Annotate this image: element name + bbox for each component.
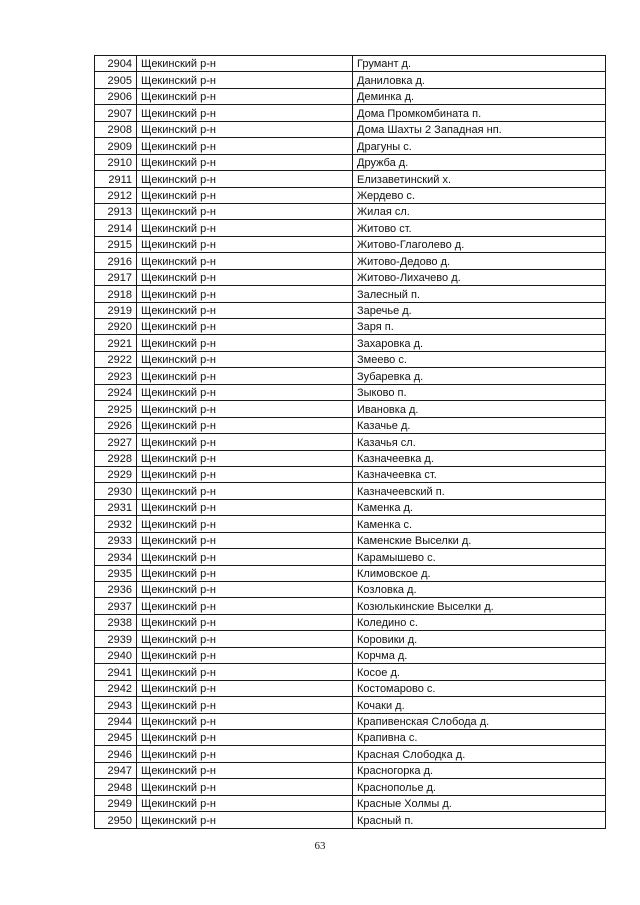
- table-row: [95, 812, 606, 828]
- table-row: [95, 335, 606, 351]
- table-row: [95, 466, 606, 482]
- row-number-cell: 2939: [95, 631, 137, 647]
- table-row: [95, 697, 606, 713]
- table-row: [95, 647, 606, 663]
- row-number-cell: 2928: [95, 450, 137, 466]
- district-cell: Щекинский р-н: [137, 680, 353, 696]
- district-cell: Щекинский р-н: [137, 417, 353, 433]
- district-cell: Щекинский р-н: [137, 483, 353, 499]
- settlement-cell: Красный п.: [353, 812, 606, 828]
- district-cell: Щекинский р-н: [137, 697, 353, 713]
- row-number-cell: 2926: [95, 417, 137, 433]
- row-number-cell: 2936: [95, 582, 137, 598]
- district-cell: Щекинский р-н: [137, 549, 353, 565]
- row-number-cell: 2941: [95, 664, 137, 680]
- table-row: [95, 532, 606, 548]
- row-number-cell: 2940: [95, 647, 137, 663]
- district-cell: Щекинский р-н: [137, 499, 353, 515]
- table-row: [95, 664, 606, 680]
- settlement-cell: Климовское д.: [353, 565, 606, 581]
- table-row: [95, 516, 606, 532]
- table-row: [95, 549, 606, 565]
- table-row: [95, 795, 606, 811]
- table-row: [95, 269, 606, 285]
- settlement-cell: Казначеевка ст.: [353, 466, 606, 482]
- district-cell: Щекинский р-н: [137, 88, 353, 104]
- table-row: [95, 236, 606, 252]
- settlement-cell: Красногорка д.: [353, 762, 606, 778]
- district-cell: Щекинский р-н: [137, 795, 353, 811]
- settlement-cell: Жердево с.: [353, 187, 606, 203]
- table-row: [95, 582, 606, 598]
- page-number: 63: [314, 840, 326, 852]
- district-cell: Щекинский р-н: [137, 516, 353, 532]
- district-cell: Щекинский р-н: [137, 56, 353, 72]
- settlement-cell: Козловка д.: [353, 582, 606, 598]
- row-number-cell: 2927: [95, 434, 137, 450]
- row-number-cell: 2906: [95, 88, 137, 104]
- settlement-cell: Казачья сл.: [353, 434, 606, 450]
- district-cell: Щекинский р-н: [137, 532, 353, 548]
- row-number-cell: 2923: [95, 368, 137, 384]
- table-row: [95, 762, 606, 778]
- table-row: [95, 483, 606, 499]
- settlement-cell: Житово-Глаголево д.: [353, 236, 606, 252]
- table-row: [95, 417, 606, 433]
- district-cell: Щекинский р-н: [137, 713, 353, 729]
- settlement-cell: Каменка д.: [353, 499, 606, 515]
- settlement-cell: Карамышево с.: [353, 549, 606, 565]
- table-body: [95, 56, 606, 829]
- settlement-cell: Корчма д.: [353, 647, 606, 663]
- settlement-cell: Житово-Лихачево д.: [353, 269, 606, 285]
- settlement-cell: Заря п.: [353, 319, 606, 335]
- row-number-cell: 2933: [95, 532, 137, 548]
- table-row: [95, 779, 606, 795]
- row-number-cell: 2948: [95, 779, 137, 795]
- settlement-cell: Даниловка д.: [353, 72, 606, 88]
- settlement-cell: Крапивенская Слобода д.: [353, 713, 606, 729]
- district-cell: Щекинский р-н: [137, 384, 353, 400]
- settlement-cell: Змеево с.: [353, 351, 606, 367]
- district-cell: Щекинский р-н: [137, 236, 353, 252]
- settlement-cell: Красные Холмы д.: [353, 795, 606, 811]
- row-number-cell: 2947: [95, 762, 137, 778]
- table-row: [95, 401, 606, 417]
- row-number-cell: 2915: [95, 236, 137, 252]
- district-cell: Щекинский р-н: [137, 121, 353, 137]
- row-number-cell: 2913: [95, 203, 137, 219]
- settlement-cell: Каменские Выселки д.: [353, 532, 606, 548]
- row-number-cell: 2921: [95, 335, 137, 351]
- settlement-cell: Косое д.: [353, 664, 606, 680]
- table-row: [95, 203, 606, 219]
- table-row: [95, 434, 606, 450]
- row-number-cell: 2925: [95, 401, 137, 417]
- district-cell: Щекинский р-н: [137, 631, 353, 647]
- district-cell: Щекинский р-н: [137, 762, 353, 778]
- settlement-cell: Елизаветинский х.: [353, 171, 606, 187]
- row-number-cell: 2907: [95, 105, 137, 121]
- table-row: [95, 631, 606, 647]
- settlement-cell: Коледино с.: [353, 614, 606, 630]
- district-cell: Щекинский р-н: [137, 335, 353, 351]
- row-number-cell: 2944: [95, 713, 137, 729]
- district-cell: Щекинский р-н: [137, 450, 353, 466]
- district-cell: Щекинский р-н: [137, 598, 353, 614]
- settlement-cell: Коровики д.: [353, 631, 606, 647]
- district-cell: Щекинский р-н: [137, 664, 353, 680]
- row-number-cell: 2934: [95, 549, 137, 565]
- row-number-cell: 2917: [95, 269, 137, 285]
- settlement-cell: Зыково п.: [353, 384, 606, 400]
- row-number-cell: 2919: [95, 302, 137, 318]
- row-number-cell: 2942: [95, 680, 137, 696]
- row-number-cell: 2937: [95, 598, 137, 614]
- district-cell: Щекинский р-н: [137, 565, 353, 581]
- table-row: [95, 72, 606, 88]
- table-row: [95, 171, 606, 187]
- district-cell: Щекинский р-н: [137, 746, 353, 762]
- table-row: [95, 746, 606, 762]
- district-cell: Щекинский р-н: [137, 779, 353, 795]
- settlement-cell: Житово-Дедово д.: [353, 253, 606, 269]
- settlement-cell: Драгуны с.: [353, 138, 606, 154]
- district-cell: Щекинский р-н: [137, 253, 353, 269]
- row-number-cell: 2905: [95, 72, 137, 88]
- row-number-cell: 2910: [95, 154, 137, 170]
- settlement-cell: Грумант д.: [353, 56, 606, 72]
- settlement-cell: Дома Шахты 2 Западная нп.: [353, 121, 606, 137]
- district-cell: Щекинский р-н: [137, 351, 353, 367]
- settlement-cell: Деминка д.: [353, 88, 606, 104]
- table-row: [95, 499, 606, 515]
- district-cell: Щекинский р-н: [137, 171, 353, 187]
- district-cell: Щекинский р-н: [137, 302, 353, 318]
- district-cell: Щекинский р-н: [137, 203, 353, 219]
- district-cell: Щекинский р-н: [137, 614, 353, 630]
- table-row: [95, 680, 606, 696]
- table-row: [95, 88, 606, 104]
- table-row: [95, 319, 606, 335]
- row-number-cell: 2931: [95, 499, 137, 515]
- settlement-cell: Красная Слободка д.: [353, 746, 606, 762]
- table-row: [95, 351, 606, 367]
- row-number-cell: 2904: [95, 56, 137, 72]
- district-cell: Щекинский р-н: [137, 187, 353, 203]
- settlement-cell: Казачье д.: [353, 417, 606, 433]
- settlement-cell: Жилая сл.: [353, 203, 606, 219]
- settlement-cell: Крапивна с.: [353, 729, 606, 745]
- row-number-cell: 2932: [95, 516, 137, 532]
- row-number-cell: 2943: [95, 697, 137, 713]
- district-cell: Щекинский р-н: [137, 812, 353, 828]
- settlement-cell: Житово ст.: [353, 220, 606, 236]
- row-number-cell: 2945: [95, 729, 137, 745]
- table-row: [95, 56, 606, 72]
- district-cell: Щекинский р-н: [137, 105, 353, 121]
- settlement-cell: Ивановка д.: [353, 401, 606, 417]
- table-row: [95, 154, 606, 170]
- settlement-cell: Захаровка д.: [353, 335, 606, 351]
- row-number-cell: 2911: [95, 171, 137, 187]
- district-cell: Щекинский р-н: [137, 729, 353, 745]
- district-cell: Щекинский р-н: [137, 286, 353, 302]
- row-number-cell: 2912: [95, 187, 137, 203]
- settlement-cell: Козюлькинские Выселки д.: [353, 598, 606, 614]
- row-number-cell: 2938: [95, 614, 137, 630]
- row-number-cell: 2916: [95, 253, 137, 269]
- row-number-cell: 2924: [95, 384, 137, 400]
- row-number-cell: 2950: [95, 812, 137, 828]
- table-row: [95, 302, 606, 318]
- settlement-cell: Костомарово с.: [353, 680, 606, 696]
- row-number-cell: 2946: [95, 746, 137, 762]
- row-number-cell: 2929: [95, 466, 137, 482]
- settlement-cell: Заречье д.: [353, 302, 606, 318]
- table-row: [95, 713, 606, 729]
- settlement-cell: Краснополье д.: [353, 779, 606, 795]
- row-number-cell: 2922: [95, 351, 137, 367]
- row-number-cell: 2908: [95, 121, 137, 137]
- district-cell: Щекинский р-н: [137, 466, 353, 482]
- district-cell: Щекинский р-н: [137, 368, 353, 384]
- settlement-cell: Казначеевка д.: [353, 450, 606, 466]
- table-row: [95, 105, 606, 121]
- settlement-cell: Каменка с.: [353, 516, 606, 532]
- row-number-cell: 2918: [95, 286, 137, 302]
- district-cell: Щекинский р-н: [137, 154, 353, 170]
- table-row: [95, 253, 606, 269]
- district-cell: Щекинский р-н: [137, 401, 353, 417]
- district-cell: Щекинский р-н: [137, 269, 353, 285]
- district-cell: Щекинский р-н: [137, 319, 353, 335]
- row-number-cell: 2949: [95, 795, 137, 811]
- table-row: [95, 121, 606, 137]
- district-cell: Щекинский р-н: [137, 138, 353, 154]
- table-row: [95, 565, 606, 581]
- settlement-cell: Казначеевский п.: [353, 483, 606, 499]
- settlement-cell: Дружба д.: [353, 154, 606, 170]
- settlement-cell: Дома Промкомбината п.: [353, 105, 606, 121]
- district-cell: Щекинский р-н: [137, 647, 353, 663]
- table-row: [95, 220, 606, 236]
- row-number-cell: 2909: [95, 138, 137, 154]
- table-row: [95, 286, 606, 302]
- district-cell: Щекинский р-н: [137, 582, 353, 598]
- table-row: [95, 368, 606, 384]
- table-row: [95, 384, 606, 400]
- table-row: [95, 187, 606, 203]
- settlement-cell: Зубаревка д.: [353, 368, 606, 384]
- table-row: [95, 138, 606, 154]
- row-number-cell: 2935: [95, 565, 137, 581]
- row-number-cell: 2930: [95, 483, 137, 499]
- table-row: [95, 614, 606, 630]
- table-row: [95, 729, 606, 745]
- settlements-table: [94, 55, 606, 829]
- settlement-cell: Кочаки д.: [353, 697, 606, 713]
- table-row: [95, 450, 606, 466]
- settlement-cell: Залесный п.: [353, 286, 606, 302]
- district-cell: Щекинский р-н: [137, 72, 353, 88]
- table-row: [95, 598, 606, 614]
- district-cell: Щекинский р-н: [137, 434, 353, 450]
- district-cell: Щекинский р-н: [137, 220, 353, 236]
- row-number-cell: 2920: [95, 319, 137, 335]
- row-number-cell: 2914: [95, 220, 137, 236]
